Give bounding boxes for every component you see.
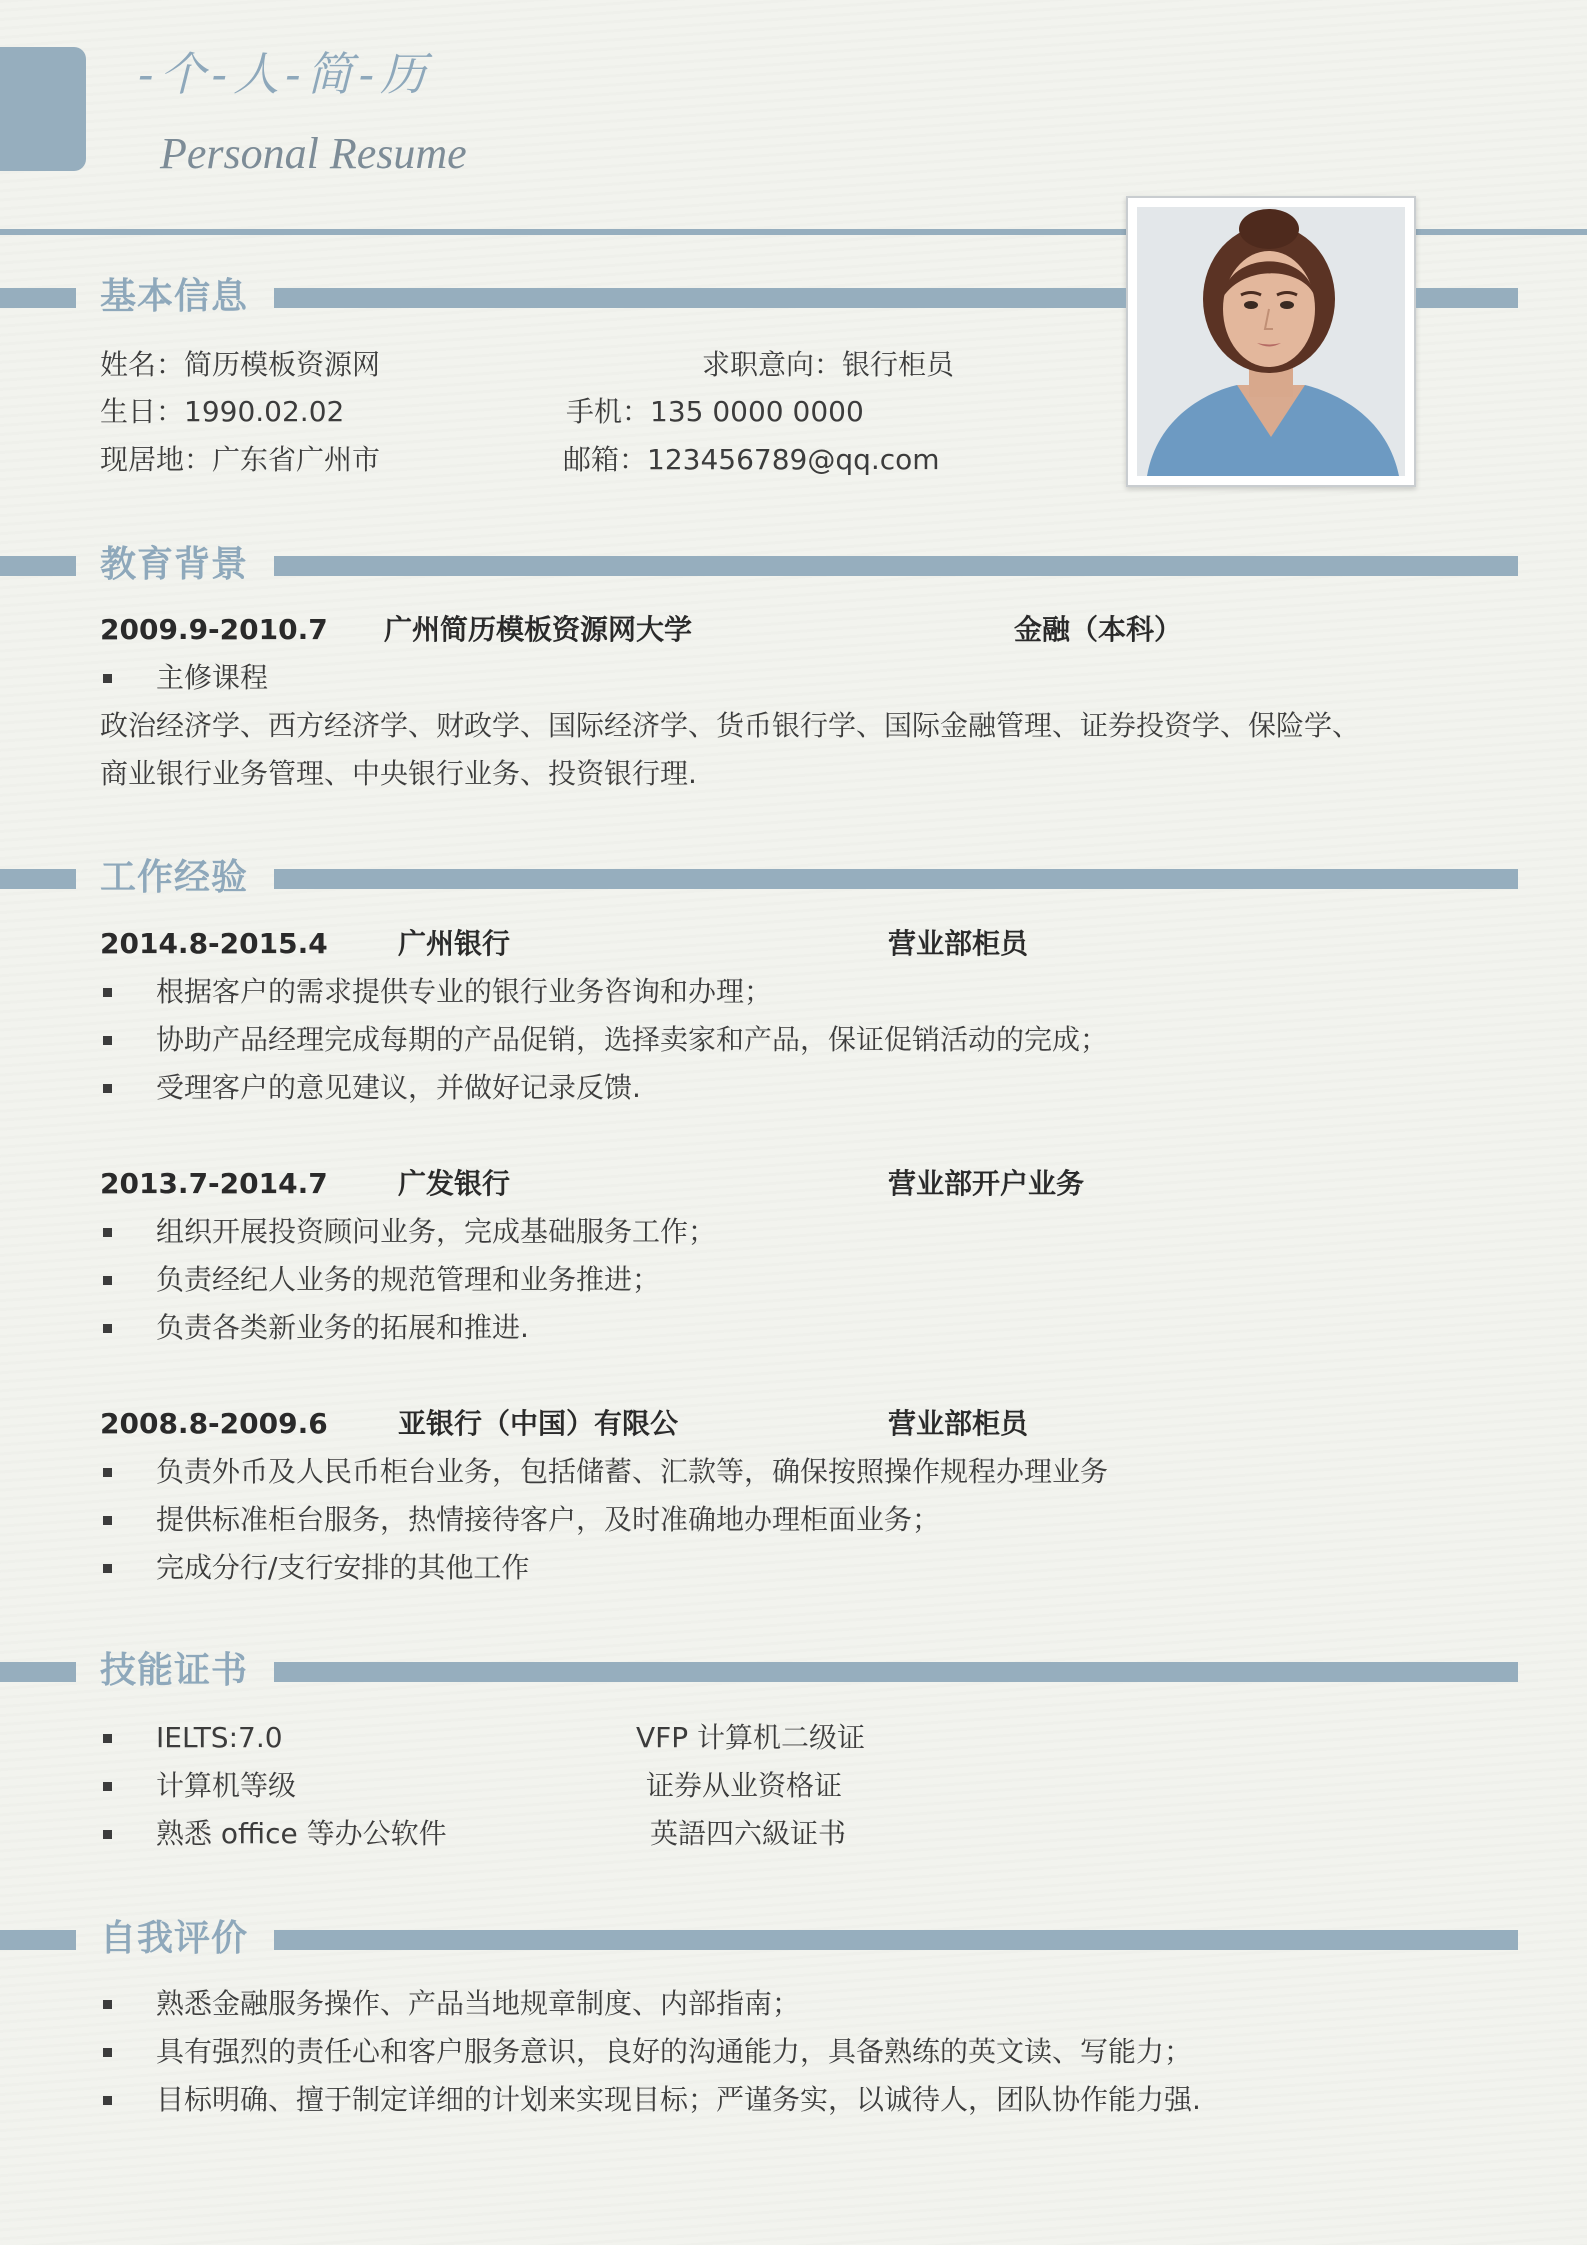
bullet xyxy=(103,1782,112,1791)
section-bar-right-after-photo xyxy=(1416,288,1518,308)
section-title-basic: 基本信息 xyxy=(100,276,249,317)
section-self-eval xyxy=(0,1914,1587,1964)
self-eval-item: 熟悉金融服务操作、产品当地规章制度、内部指南； xyxy=(156,1987,801,2020)
section-bar-right xyxy=(274,1930,1518,1950)
job-period: 2008.8-2009.6 xyxy=(100,1407,328,1440)
job-period: 2014.8-2015.4 xyxy=(100,927,328,960)
job-duty: 负责各类新业务的拓展和推进. xyxy=(156,1311,529,1344)
basic-intent: 求职意向：银行柜员 xyxy=(702,348,955,381)
section-basic-info xyxy=(0,272,1587,322)
job-position: 营业部柜员 xyxy=(888,1407,1029,1440)
basic-name: 姓名：简历模板资源网 xyxy=(100,348,381,381)
section-bar-right xyxy=(274,288,1126,308)
bullet xyxy=(103,674,112,683)
bullet xyxy=(103,1276,112,1285)
resume-title-cn: -个-人-简-历 xyxy=(138,47,433,101)
section-education xyxy=(0,540,1587,590)
profile-photo xyxy=(1137,207,1405,476)
basic-email: 邮箱：123456789@qq.com xyxy=(563,443,940,476)
job-position: 营业部开户业务 xyxy=(888,1167,1085,1200)
job-duty: 提供标准柜台服务，热情接待客户，及时准确地办理柜面业务； xyxy=(156,1503,941,1536)
section-title-self: 自我评价 xyxy=(100,1918,249,1959)
job-position: 营业部柜员 xyxy=(888,927,1029,960)
profile-photo-frame xyxy=(1126,196,1416,487)
skill-item: 熟悉 office 等办公软件 xyxy=(156,1817,447,1850)
bullet xyxy=(103,1516,112,1525)
edu-courses-line1: 政治经济学、西方经济学、财政学、国际经济学、货币银行学、国际金融管理、证券投资学、保险学、 xyxy=(100,709,1361,742)
resume-title-en: Personal Resume xyxy=(160,129,467,178)
section-bar-left xyxy=(0,1662,76,1682)
section-bar-left xyxy=(0,1930,76,1950)
section-work xyxy=(0,853,1587,903)
bullet xyxy=(103,1564,112,1573)
section-bar-left xyxy=(0,556,76,576)
bullet xyxy=(103,1830,112,1839)
job-company: 广发银行 xyxy=(398,1167,511,1200)
bullet xyxy=(103,1734,112,1743)
job-duty: 受理客户的意见建议，并做好记录反馈. xyxy=(156,1071,641,1104)
job-duty: 根据客户的需求提供专业的银行业务咨询和办理； xyxy=(156,975,773,1008)
basic-address: 现居地：广东省广州市 xyxy=(100,443,381,476)
section-title-skills: 技能证书 xyxy=(100,1650,249,1691)
bullet xyxy=(103,1084,112,1093)
skill-item: 证券从业资格证 xyxy=(646,1769,843,1802)
job-period: 2013.7-2014.7 xyxy=(100,1167,328,1200)
bullet xyxy=(103,2048,112,2057)
section-title-education: 教育背景 xyxy=(100,544,249,585)
corner-decoration xyxy=(0,47,86,171)
bullet xyxy=(103,2000,112,2009)
section-bar-right xyxy=(274,869,1518,889)
self-eval-item: 具有强烈的责任心和客户服务意识，良好的沟通能力，具备熟练的英文读、写能力； xyxy=(156,2035,1193,2068)
skill-item: 计算机等级 xyxy=(156,1769,297,1802)
section-title-work: 工作经验 xyxy=(100,857,249,898)
skill-item: VFP 计算机二级证 xyxy=(636,1721,866,1754)
edu-course-label: 主修课程 xyxy=(156,661,269,694)
job-duty: 负责外币及人民币柜台业务，包括储蓄、汇款等，确保按照操作规程办理业务 xyxy=(156,1455,1109,1488)
self-eval-item: 目标明确、擅于制定详细的计划来实现目标；严谨务实，以诚待人，团队协作能力强. xyxy=(156,2083,1201,2116)
job-duty: 负责经纪人业务的规范管理和业务推进； xyxy=(156,1263,661,1296)
job-company: 广州银行 xyxy=(398,927,511,960)
job-company: 亚银行（中国）有限公 xyxy=(398,1407,679,1440)
bullet xyxy=(103,1228,112,1237)
section-bar-right xyxy=(274,1662,1518,1682)
portrait-image xyxy=(1137,207,1405,476)
job-duty: 完成分行/支行安排的其他工作 xyxy=(156,1551,530,1584)
section-bar-right xyxy=(274,556,1518,576)
skill-item: IELTS:7.0 xyxy=(156,1721,283,1754)
bullet xyxy=(103,988,112,997)
section-skills xyxy=(0,1646,1587,1696)
basic-phone: 手机：135 0000 0000 xyxy=(566,395,864,428)
bullet xyxy=(103,2096,112,2105)
job-duty: 协助产品经理完成每期的产品促销，选择卖家和产品，保证促销活动的完成； xyxy=(156,1023,1109,1056)
section-bar-left xyxy=(0,869,76,889)
basic-birth: 生日：1990.02.02 xyxy=(100,395,345,428)
edu-courses-line2: 商业银行业务管理、中央银行业务、投资银行理. xyxy=(100,757,697,790)
edu-school: 广州简历模板资源网大学 xyxy=(384,613,693,646)
job-duty: 组织开展投资顾问业务，完成基础服务工作； xyxy=(156,1215,717,1248)
skill-item: 英語四六級证书 xyxy=(650,1817,847,1850)
bullet xyxy=(103,1468,112,1477)
bullet xyxy=(103,1036,112,1045)
edu-major: 金融（本科） xyxy=(1014,613,1183,646)
bullet xyxy=(103,1324,112,1333)
section-bar-left xyxy=(0,288,76,308)
edu-period: 2009.9-2010.7 xyxy=(100,613,328,646)
